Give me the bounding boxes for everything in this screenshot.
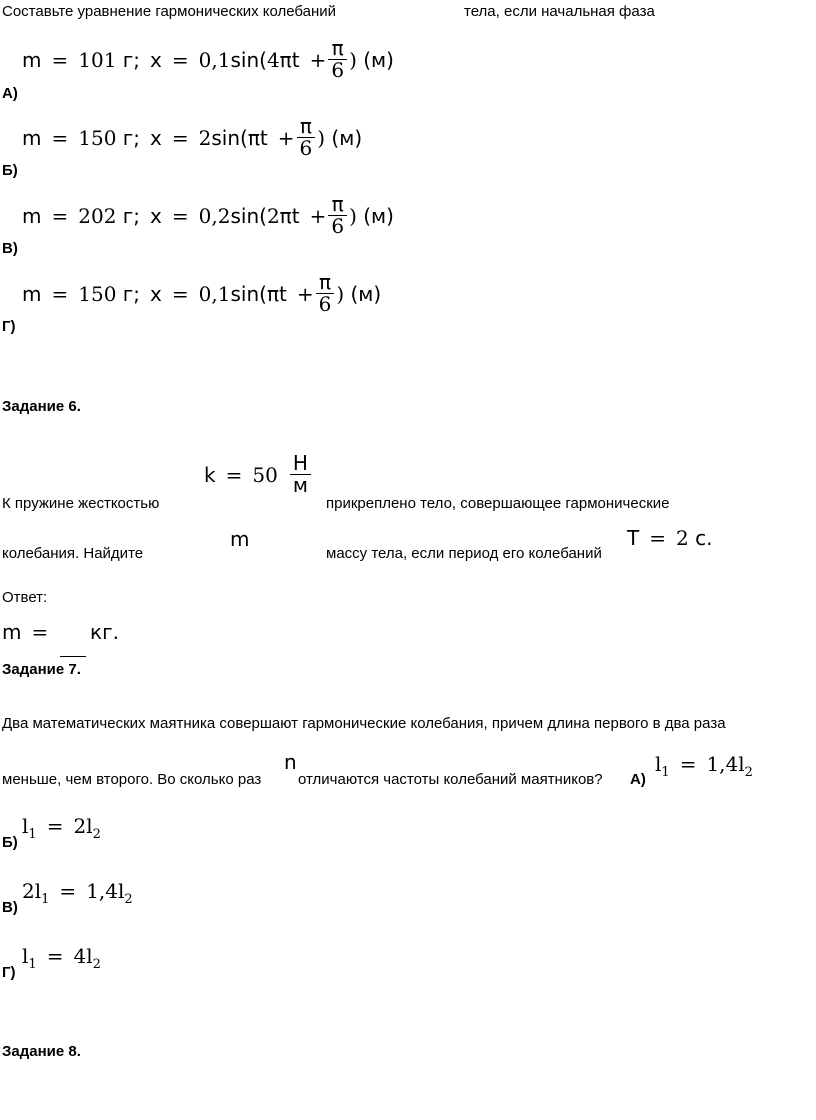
option-label-v: В)	[2, 240, 18, 257]
task8-heading: Задание 8.	[2, 1043, 81, 1060]
task7-option-label-b: Б)	[2, 834, 18, 851]
task6-line1-left: К пружине жесткостью	[2, 495, 160, 512]
task6-heading: Задание 6.	[2, 398, 81, 415]
equation-a: m = 101 г; x = 0,1sin(4πt + $\frac{\pi}{6}$ ) (м)	[22, 36, 394, 82]
answer-unit: кг.	[90, 620, 119, 644]
task6-line1-right: прикреплено тело, совершающее гармонические	[326, 495, 670, 512]
task7-equation-a: $l_1 = 1,4l_2$	[655, 752, 753, 780]
task7-option-label-v: В)	[2, 899, 18, 916]
task7-option-label-a: А)	[630, 771, 646, 788]
option-label-a: А)	[2, 85, 18, 102]
answer-formula: m =	[2, 620, 49, 644]
period-formula: T = 2 с.	[627, 526, 713, 550]
mass-symbol: m	[230, 527, 250, 551]
option-label-g: Г)	[2, 318, 16, 335]
answer-label: Ответ:	[2, 589, 48, 606]
stiffness-formula: k = 50 $\frac{Н}{м}$	[204, 455, 313, 498]
task6-line2-right: массу тела, если период его колебаний	[326, 545, 602, 562]
task7-line2-right: отличаются частоты колебаний маятников?	[298, 771, 603, 788]
task7-equation-b: $l_1 = 2l_2$	[22, 814, 101, 842]
task7-heading: Задание 7.	[2, 661, 81, 678]
equation-g: m = 150 г; x = 0,1sin(πt + $\frac{\pi}{6}$ ) (м)	[22, 270, 382, 316]
task7-line2-left: меньше, чем второго. Во сколько раз	[2, 771, 262, 788]
task5-intro-right: тела, если начальная фаза	[464, 3, 655, 20]
task7-line1: Два математических маятника совершают гармонические колебания, причем длина первого в два раза	[2, 715, 726, 732]
task5-intro-left: Составьте уравнение гармонических колебаний	[2, 3, 337, 20]
answer-blank[interactable]	[60, 656, 86, 657]
task7-equation-v: $2l_1 = 1,4l_2$	[22, 879, 133, 907]
ratio-symbol: n	[284, 750, 297, 774]
option-label-b: Б)	[2, 162, 18, 179]
equation-b: m = 150 г; x = 2sin(πt + $\frac{\pi}{6}$ ) (м)	[22, 114, 363, 160]
equation-v: m = 202 г; x = 0,2sin(2πt + $\frac{\pi}{6}$ ) (м)	[22, 192, 394, 238]
task7-equation-g: $l_1 = 4l_2$	[22, 944, 101, 972]
task6-line2-left: колебания. Найдите	[2, 545, 144, 562]
task7-option-label-g: Г)	[2, 964, 16, 981]
